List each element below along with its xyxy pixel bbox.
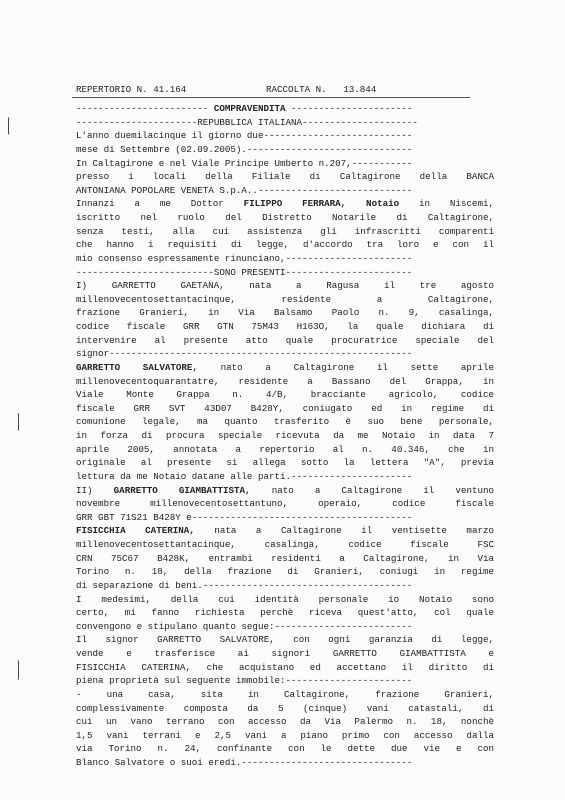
text-line: 1,5 vani terrani e 2,5 vani a piano primo con accesso dalla xyxy=(76,729,494,741)
text-line: convengono e stipulano quanto segue:------------------------- xyxy=(76,620,413,632)
text-line: CRN 75C67 B428K, entrambi residenti a Caltagirone, in Via xyxy=(76,552,494,564)
text-line: ----------------------REPUBBLICA ITALIANA--------------------- xyxy=(76,116,418,128)
text-line: GRR GBT 71S21 B428Y e---------------------------------------- xyxy=(76,511,413,523)
margin-bracket-mark xyxy=(13,660,19,680)
text-line: millenovecentoquarantatre, residente a Bassano del Grappa, in xyxy=(76,375,494,387)
text-line: frazione Granieri, in Via Balsamo Paolo n. 9, casalinga, xyxy=(76,307,494,319)
text-line: via Torino n. 24, confinante con le dette due vie e con xyxy=(76,743,494,755)
raccolta-number: RACCOLTA N. 13.844 xyxy=(266,84,377,95)
text-line: senza testi, alla cui assistenza gli infrascritti comparenti xyxy=(76,225,494,237)
text-line: II) GARRETTO GIAMBATTISTA, nato a Caltagirone il ventuno xyxy=(76,484,495,496)
text-line: signor------------------------------------------------------- xyxy=(76,348,413,360)
bold-name: GARRETTO GIAMBATTISTA, xyxy=(113,484,251,496)
text-line: di separazione di beni.-------------------------------------- xyxy=(76,579,413,591)
text-line: novembre millenovecentosettantuno, operaio, codice fiscale xyxy=(76,498,494,510)
bold-name: FISICCHIA CATERINA, xyxy=(76,525,195,537)
text-line: GARRETTO SALVATORE, nato a Caltagirone il sette aprile xyxy=(76,361,494,373)
bold-name: COMPRAVENDITA xyxy=(213,103,286,114)
text-line: comunione legale, ma quanto trasferito è suo bene personale, xyxy=(76,416,494,428)
text-line: vende e trasferisce ai signori GARRETTO GIAMBATTISTA e xyxy=(76,648,494,659)
text-line: millenovecentosettantacinque, casalinga, codice fiscale FSC xyxy=(76,539,494,550)
text-line: - una casa, sita in Caltagirone, frazione Granieri, xyxy=(76,688,494,700)
text-line: aprile 2005, annotata a repertorio al n. 40.346, che in xyxy=(76,443,494,455)
text-line: piena proprietà sul seguente immobile:----------------------- xyxy=(76,675,413,687)
text-line: certo, mi fanno richiesta perchè riceva quest'atto, col quale xyxy=(76,607,494,619)
bold-name: FILIPPO FERRARA, Notaio xyxy=(243,198,400,210)
text-line: in forza di procura speciale ricevuta da me Notaio in data 7 xyxy=(76,430,494,441)
text-line: FISICCHIA CATERINA, nata a Caltagirone il ventisette marzo xyxy=(76,525,494,537)
text-line: intervenire al presente atto quale procuratrice speciale del xyxy=(76,334,494,346)
text-line: Innanzi a me Dottor FILIPPO FERRARA, Notaio in Niscemi, xyxy=(76,198,494,210)
text-line: codice fiscale GRR GTN 75M43 H163O, la quale dichiara di xyxy=(76,321,494,332)
text-line: ------------------------ COMPRAVENDITA ---------------------- xyxy=(76,103,413,114)
margin-bracket-mark xyxy=(13,413,19,431)
header-rule xyxy=(72,97,470,98)
text-line: iscritto nel ruolo del Distretto Notarile di Caltagirone, xyxy=(76,212,494,223)
text-line: FISICCHIA CATERINA, che acquistano ed accettano il diritto di xyxy=(76,661,494,673)
bold-name: GARRETTO SALVATORE, xyxy=(76,361,198,373)
deed-text xyxy=(76,102,494,770)
text-line: presso i locali della Filiale di Caltagirone della BANCA xyxy=(76,171,494,183)
margin-bracket-mark xyxy=(8,117,14,135)
text-line: Viale Monte Grappa n. 4/B, bracciante agricolo, codice xyxy=(76,389,494,401)
text-line: I medesimi, della cui identità personale io Notaio sono xyxy=(76,593,494,605)
text-line: che hanno i requisiti di legge, d'accordo tra loro e con il xyxy=(76,239,494,251)
text-line: Torino n. 18, della frazione di Granieri, coniugi in regime xyxy=(76,566,494,578)
text-line: cui un vano terrano con accesso da Via Palermo n. 18, nonchè xyxy=(76,716,494,728)
text-line: ANTONIANA POPOLARE VENETA S.p.A..---------------------------- xyxy=(76,184,413,196)
text-line: In Caltagirone e nel Viale Principe Umberto n.207,----------- xyxy=(76,157,413,169)
text-line: complessivamente composta da 5 (cinque) vani catastali, di xyxy=(76,702,494,714)
text-line: millenovecentosettantacinque, residente a Caltagirone, xyxy=(76,293,494,305)
text-line: -------------------------SONO PRESENTI----------------------- xyxy=(76,266,413,278)
text-line: originale al presente si allega sotto la lettera "A", previa xyxy=(76,457,494,469)
repertorio-number: REPERTORIO N. 41.164 xyxy=(76,84,187,95)
text-line: lettura da me Notaio datane alle parti.---------------------- xyxy=(76,470,413,482)
text-line: Blanco Salvatore o suoi eredi.------------------------------- xyxy=(76,757,413,768)
document-header xyxy=(76,84,496,98)
text-line: mio consenso espressamente rinunciano,----------------------- xyxy=(76,252,413,264)
text-line: I) GARRETTO GAETANA, nata a Ragusa il tre agosto xyxy=(76,280,494,292)
text-line: mese di Settembre (02.09.2005).------------------------------ xyxy=(76,143,413,155)
text-line: Il signor GARRETTO SALVATORE, con ogni garanzia di legge, xyxy=(76,634,494,646)
text-line: L'anno duemilacinque il giorno due--------------------------- xyxy=(76,130,413,142)
text-line: fiscale GRR SVT 43D07 B428Y, coniugato ed in regime di xyxy=(76,402,494,414)
